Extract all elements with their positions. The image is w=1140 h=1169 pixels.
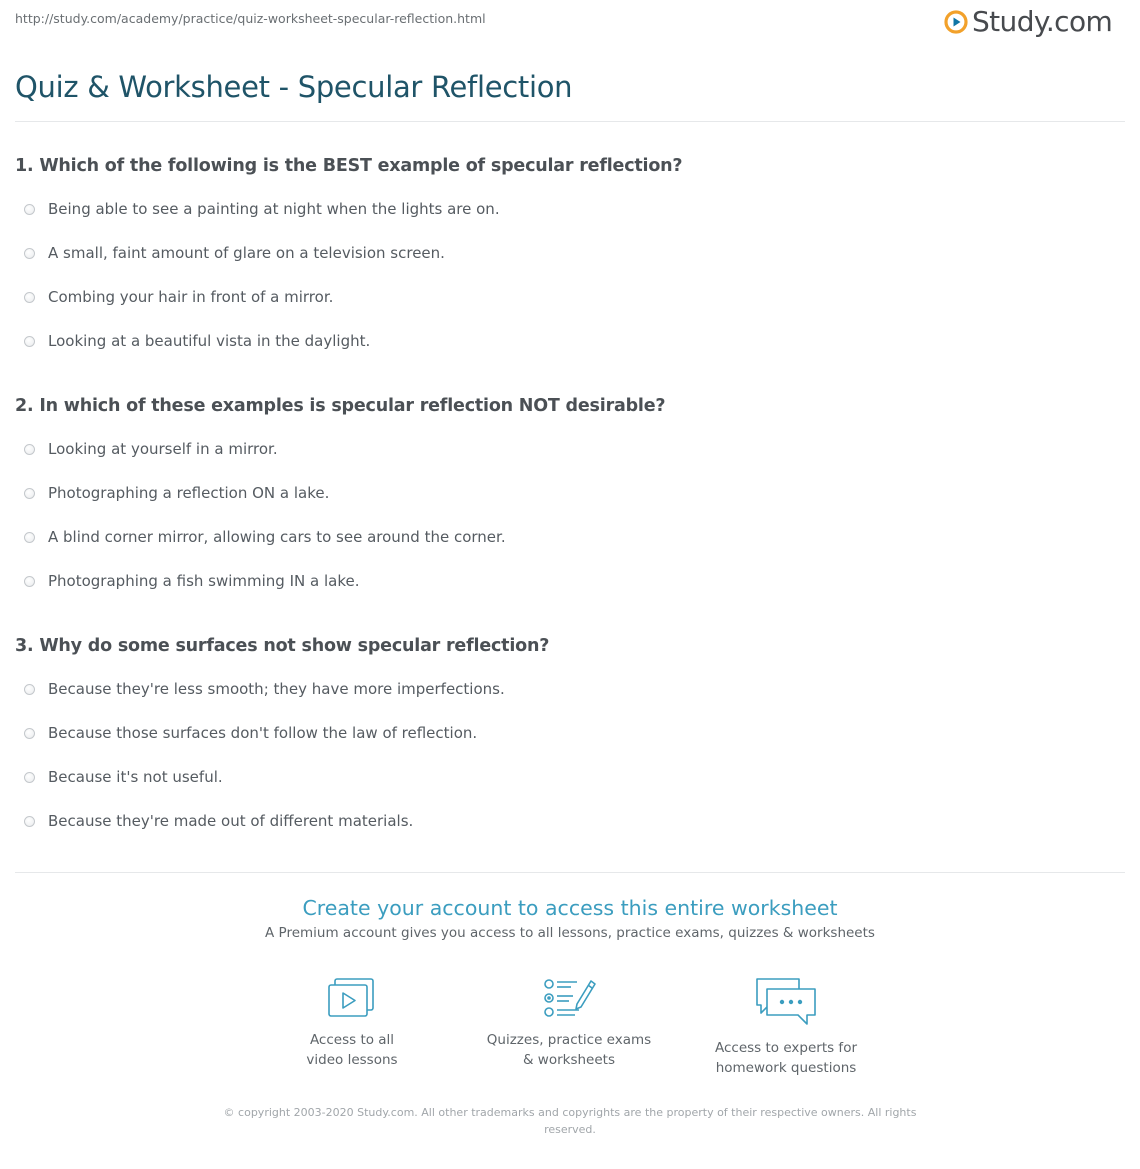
feature-experts: [686, 976, 886, 1078]
question-1: 1. Which of the following is the BEST example of specular reflection?: [15, 156, 683, 176]
feature-label: Access to all video lessons: [306, 1032, 398, 1068]
option-label: Because it's not useful.: [48, 768, 223, 786]
q2-option-3[interactable]: [24, 528, 506, 546]
radio-button[interactable]: [24, 336, 35, 347]
radio-button[interactable]: [24, 532, 35, 543]
q3-option-4[interactable]: [24, 812, 413, 830]
video-lessons-icon: [326, 976, 378, 1020]
radio-button[interactable]: [24, 816, 35, 827]
radio-button[interactable]: [24, 576, 35, 587]
q1-option-4[interactable]: [24, 332, 370, 350]
option-label: A small, faint amount of glare on a television screen.: [48, 244, 445, 262]
logo-text: Study.com: [972, 5, 1113, 38]
radio-button[interactable]: [24, 772, 35, 783]
radio-button[interactable]: [24, 728, 35, 739]
q3-option-2[interactable]: [24, 724, 477, 742]
chat-bubbles-icon: [754, 976, 818, 1028]
option-label: Being able to see a painting at night when the lights are on.: [48, 200, 500, 218]
option-label: Because they're less smooth; they have more imperfections.: [48, 680, 505, 698]
radio-button[interactable]: [24, 248, 35, 259]
page-title: Quiz & Worksheet - Specular Reflection: [15, 70, 573, 104]
feature-label: Access to experts for homework questions: [714, 1040, 857, 1076]
q1-option-3[interactable]: [24, 288, 333, 306]
title-divider: [15, 121, 1125, 122]
question-2: 2. In which of these examples is specular reflection NOT desirable?: [15, 396, 666, 416]
feature-video-lessons: [252, 976, 452, 1070]
play-circle-icon: [944, 10, 968, 34]
radio-button[interactable]: [24, 292, 35, 303]
option-label: Looking at a beautiful vista in the daylight.: [48, 332, 371, 350]
radio-button[interactable]: [24, 488, 35, 499]
section-divider: [15, 872, 1125, 873]
premium-description: A Premium account gives you access to all lessons, practice exams, quizzes & worksheets: [265, 925, 875, 941]
question-3: 3. Why do some surfaces not show specular reflection?: [15, 636, 550, 656]
option-label: Looking at yourself in a mirror.: [48, 440, 278, 458]
create-account-link[interactable]: Create your account to access this entire worksheet: [302, 896, 838, 920]
option-label: Photographing a reflection ON a lake.: [48, 484, 330, 502]
option-label: Photographing a fish swimming IN a lake.: [48, 572, 360, 590]
q2-option-2[interactable]: [24, 484, 329, 502]
radio-button[interactable]: [24, 684, 35, 695]
q3-option-1[interactable]: [24, 680, 505, 698]
option-label: Because they're made out of different materials.: [48, 812, 414, 830]
option-label: Combing your hair in front of a mirror.: [48, 288, 334, 306]
q1-option-1[interactable]: [24, 200, 500, 218]
quiz-checklist-icon: [541, 976, 597, 1020]
radio-button[interactable]: [24, 444, 35, 455]
option-label: A blind corner mirror, allowing cars to see around the corner.: [48, 528, 506, 546]
q1-option-2[interactable]: [24, 244, 445, 262]
feature-label: Quizzes, practice exams & worksheets: [486, 1032, 652, 1068]
q3-option-3[interactable]: [24, 768, 223, 786]
feature-quizzes: [469, 976, 669, 1070]
option-label: Because those surfaces don't follow the law of reflection.: [48, 724, 478, 742]
q2-option-4[interactable]: [24, 572, 359, 590]
study-logo[interactable]: [944, 5, 1112, 38]
q2-option-1[interactable]: [24, 440, 278, 458]
page-url: http://study.com/academy/practice/quiz-worksheet-specular-reflection.html: [15, 11, 486, 26]
radio-button[interactable]: [24, 204, 35, 215]
copyright-footer: © copyright 2003-2020 Study.com. All other trademarks and copyrights are the property of their respective owners. All rights reserved.: [223, 1106, 917, 1136]
